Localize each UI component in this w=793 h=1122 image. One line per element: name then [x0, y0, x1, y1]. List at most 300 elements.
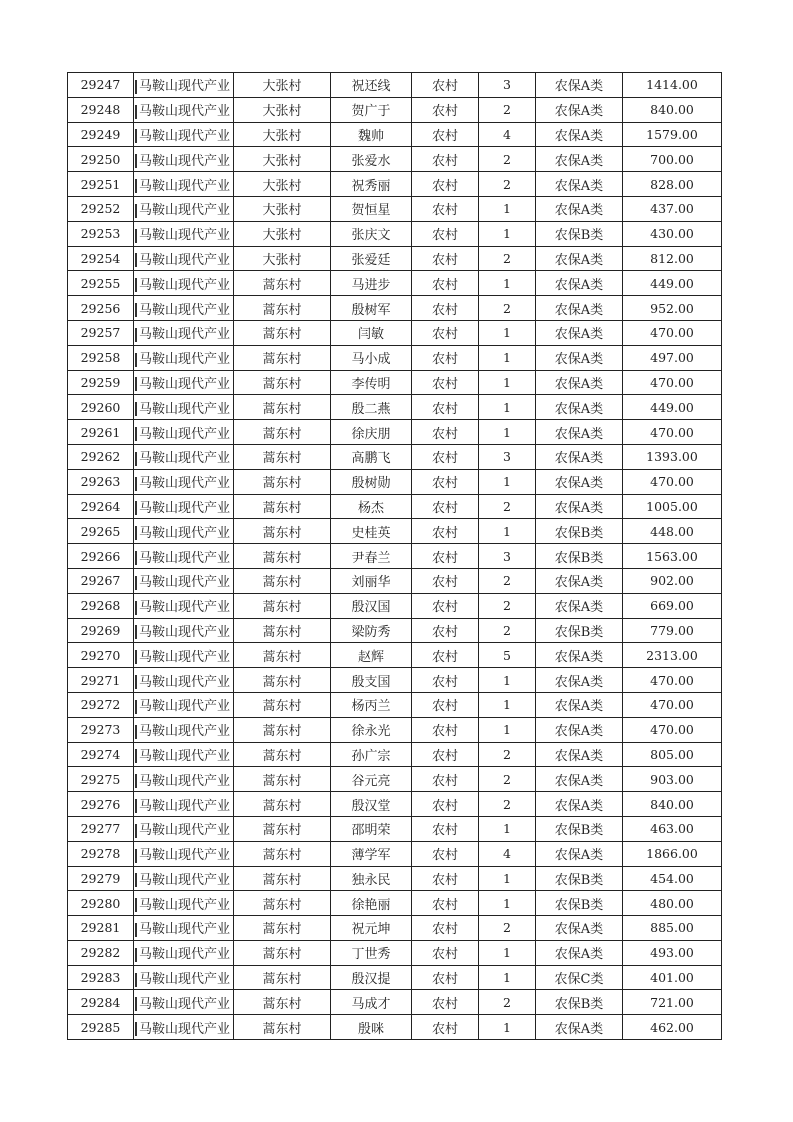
cell-id	[68, 965, 134, 990]
cell-category	[536, 196, 623, 221]
table-row	[68, 544, 722, 569]
cell-name	[331, 544, 412, 569]
clipped-text-mark	[135, 179, 137, 193]
count-text: 2	[503, 598, 511, 614]
amount-text: 401.00	[650, 970, 694, 986]
unit-text: 马鞍山现代产业	[139, 748, 231, 764]
clipped-text-mark	[135, 105, 137, 119]
cell-unit	[134, 172, 234, 197]
id-text: 29247	[80, 77, 121, 93]
cell-count	[479, 395, 536, 420]
clipped-text-mark	[135, 774, 137, 788]
cell-id	[68, 370, 134, 395]
category-text: 农保A类	[554, 724, 604, 740]
cell-amount	[623, 469, 722, 494]
household-type-text: 农村	[431, 426, 458, 442]
cell-household-type	[412, 1015, 479, 1040]
cell-id	[68, 717, 134, 742]
table-row	[68, 668, 722, 693]
household-type-text: 农村	[431, 922, 458, 938]
cell-unit	[134, 122, 234, 147]
category-text: 农保B类	[554, 624, 604, 640]
clipped-text-mark	[135, 253, 137, 267]
village-text: 大张村	[262, 153, 302, 169]
cell-household-type	[412, 916, 479, 941]
cell-category	[536, 296, 623, 321]
cell-village	[234, 1015, 331, 1040]
unit-text: 马鞍山现代产业	[139, 848, 231, 864]
table-row	[68, 1015, 722, 1040]
cell-count	[479, 816, 536, 841]
household-type-text: 农村	[431, 699, 458, 715]
cell-count	[479, 717, 536, 742]
unit-text: 马鞍山现代产业	[139, 798, 231, 814]
cell-name	[331, 271, 412, 296]
table-row	[68, 395, 722, 420]
count-text: 1	[503, 1019, 511, 1035]
cell-id	[68, 544, 134, 569]
cell-village	[234, 370, 331, 395]
village-text: 蒿东村	[262, 773, 302, 789]
unit-text: 马鞍山现代产业	[139, 178, 231, 194]
unit-text: 马鞍山现代产业	[139, 872, 231, 888]
count-text: 3	[503, 548, 511, 564]
unit-text: 马鞍山现代产业	[139, 500, 231, 516]
category-text: 农保C类	[554, 972, 604, 988]
clipped-text-mark	[135, 576, 137, 590]
category-text: 农保B类	[554, 872, 604, 888]
amount-text: 902.00	[650, 573, 694, 589]
cell-category	[536, 420, 623, 445]
cell-id	[68, 916, 134, 941]
cell-amount	[623, 97, 722, 122]
cell-amount	[623, 593, 722, 618]
cell-amount	[623, 172, 722, 197]
category-text: 农保A类	[554, 699, 604, 715]
amount-text: 463.00	[650, 821, 694, 837]
count-text: 1	[503, 722, 511, 738]
cell-village	[234, 147, 331, 172]
cell-household-type	[412, 444, 479, 469]
village-text: 蒿东村	[262, 500, 302, 516]
table-row	[68, 494, 722, 519]
cell-id	[68, 568, 134, 593]
cell-count	[479, 73, 536, 98]
unit-text: 马鞍山现代产业	[139, 823, 231, 839]
cell-unit	[134, 221, 234, 246]
category-text: 农保B类	[554, 823, 604, 839]
amount-text: 885.00	[650, 920, 694, 936]
cell-category	[536, 221, 623, 246]
cell-unit	[134, 792, 234, 817]
cell-unit	[134, 296, 234, 321]
household-type-text: 农村	[431, 500, 458, 516]
count-text: 2	[503, 176, 511, 192]
cell-category	[536, 618, 623, 643]
cell-household-type	[412, 866, 479, 891]
cell-amount	[623, 544, 722, 569]
table-row	[68, 891, 722, 916]
clipped-text-mark	[135, 353, 137, 367]
household-type-text: 农村	[431, 575, 458, 591]
id-text: 29251	[80, 176, 121, 192]
document-page	[67, 72, 722, 1040]
table-row	[68, 618, 722, 643]
cell-name	[331, 593, 412, 618]
amount-text: 840.00	[650, 102, 694, 118]
cell-category	[536, 345, 623, 370]
household-type-text: 农村	[431, 947, 458, 963]
cell-village	[234, 196, 331, 221]
cell-category	[536, 816, 623, 841]
table-row	[68, 816, 722, 841]
cell-amount	[623, 519, 722, 544]
category-text: 农保A类	[554, 203, 604, 219]
cell-count	[479, 940, 536, 965]
village-text: 蒿东村	[262, 872, 302, 888]
clipped-text-mark	[135, 873, 137, 887]
cell-category	[536, 519, 623, 544]
count-text: 1	[503, 374, 511, 390]
cell-unit	[134, 494, 234, 519]
id-text: 29270	[80, 647, 121, 663]
unit-text: 马鞍山现代产业	[139, 104, 231, 120]
cell-household-type	[412, 568, 479, 593]
amount-text: 779.00	[650, 622, 694, 638]
cell-amount	[623, 643, 722, 668]
household-type-text: 农村	[431, 550, 458, 566]
household-type-text: 农村	[431, 178, 458, 194]
village-text: 蒿东村	[262, 426, 302, 442]
category-text: 农保A类	[554, 178, 604, 194]
count-text: 5	[503, 647, 511, 663]
village-text: 蒿东村	[262, 897, 302, 913]
amount-text: 470.00	[650, 374, 694, 390]
count-text: 1	[503, 895, 511, 911]
amount-text: 1414.00	[646, 77, 698, 93]
cell-id	[68, 73, 134, 98]
id-text: 29263	[80, 474, 121, 490]
unit-text: 马鞍山现代产业	[139, 1021, 231, 1037]
cell-amount	[623, 420, 722, 445]
name-text: 闫敏	[357, 327, 384, 343]
id-text: 29283	[80, 970, 121, 986]
table-row	[68, 246, 722, 271]
cell-id	[68, 122, 134, 147]
amount-text: 497.00	[650, 350, 694, 366]
unit-text: 马鞍山现代产业	[139, 724, 231, 740]
household-type-text: 农村	[431, 674, 458, 690]
cell-amount	[623, 792, 722, 817]
name-text: 魏帅	[357, 128, 384, 144]
village-text: 蒿东村	[262, 972, 302, 988]
household-type-text: 农村	[431, 872, 458, 888]
table-row	[68, 97, 722, 122]
cell-id	[68, 792, 134, 817]
id-text: 29278	[80, 846, 121, 862]
cell-household-type	[412, 940, 479, 965]
cell-household-type	[412, 345, 479, 370]
cell-amount	[623, 370, 722, 395]
village-text: 蒿东村	[262, 699, 302, 715]
cell-unit	[134, 345, 234, 370]
category-text: 农保A类	[554, 476, 604, 492]
name-text: 孙广宗	[351, 748, 391, 764]
id-text: 29262	[80, 449, 121, 465]
cell-unit	[134, 891, 234, 916]
table-row	[68, 320, 722, 345]
cell-amount	[623, 618, 722, 643]
cell-household-type	[412, 420, 479, 445]
table-row	[68, 73, 722, 98]
id-text: 29259	[80, 374, 121, 390]
cell-unit	[134, 73, 234, 98]
village-text: 蒿东村	[262, 575, 302, 591]
cell-name	[331, 668, 412, 693]
cell-category	[536, 122, 623, 147]
amount-text: 2313.00	[646, 647, 698, 663]
cell-id	[68, 221, 134, 246]
count-text: 4	[503, 126, 511, 142]
clipped-text-mark	[135, 725, 137, 739]
id-text: 29261	[80, 424, 121, 440]
cell-household-type	[412, 147, 479, 172]
clipped-text-mark	[135, 799, 137, 813]
amount-text: 1563.00	[646, 548, 698, 564]
amount-text: 470.00	[650, 325, 694, 341]
cell-name	[331, 568, 412, 593]
cell-name	[331, 519, 412, 544]
cell-category	[536, 692, 623, 717]
cell-count	[479, 370, 536, 395]
cell-amount	[623, 147, 722, 172]
cell-count	[479, 519, 536, 544]
cell-amount	[623, 965, 722, 990]
village-text: 大张村	[262, 128, 302, 144]
cell-household-type	[412, 271, 479, 296]
unit-text: 马鞍山现代产业	[139, 972, 231, 988]
clipped-text-mark	[135, 1022, 137, 1036]
id-text: 29253	[80, 226, 121, 242]
household-type-text: 农村	[431, 897, 458, 913]
amount-text: 430.00	[650, 226, 694, 242]
cell-id	[68, 816, 134, 841]
name-text: 殷汉国	[351, 600, 391, 616]
cell-amount	[623, 717, 722, 742]
id-text: 29249	[80, 126, 121, 142]
cell-name	[331, 444, 412, 469]
cell-village	[234, 965, 331, 990]
cell-category	[536, 73, 623, 98]
unit-text: 马鞍山现代产业	[139, 476, 231, 492]
cell-village	[234, 444, 331, 469]
amount-text: 448.00	[650, 523, 694, 539]
table-row	[68, 717, 722, 742]
category-text: 农保A类	[554, 922, 604, 938]
cell-id	[68, 147, 134, 172]
cell-village	[234, 395, 331, 420]
village-text: 蒿东村	[262, 996, 302, 1012]
name-text: 贺广于	[351, 104, 391, 120]
category-text: 农保A类	[554, 798, 604, 814]
cell-name	[331, 494, 412, 519]
clipped-text-mark	[135, 129, 137, 143]
cell-category	[536, 841, 623, 866]
cell-count	[479, 444, 536, 469]
cell-name	[331, 643, 412, 668]
village-text: 大张村	[262, 104, 302, 120]
village-text: 蒿东村	[262, 649, 302, 665]
cell-household-type	[412, 395, 479, 420]
cell-amount	[623, 221, 722, 246]
id-text: 29255	[80, 275, 121, 291]
category-text: 农保A类	[554, 252, 604, 268]
cell-name	[331, 866, 412, 891]
cell-category	[536, 370, 623, 395]
cell-name	[331, 692, 412, 717]
cell-amount	[623, 345, 722, 370]
amount-text: 840.00	[650, 796, 694, 812]
cell-amount	[623, 494, 722, 519]
name-text: 马进步	[351, 277, 391, 293]
cell-unit	[134, 469, 234, 494]
household-type-text: 农村	[431, 79, 458, 95]
household-type-text: 农村	[431, 352, 458, 368]
name-text: 祝元坤	[351, 922, 391, 938]
village-text: 蒿东村	[262, 327, 302, 343]
cell-unit	[134, 618, 234, 643]
name-text: 殷汉提	[351, 972, 391, 988]
count-text: 1	[503, 350, 511, 366]
cell-name	[331, 816, 412, 841]
cell-id	[68, 395, 134, 420]
unit-text: 马鞍山现代产业	[139, 996, 231, 1012]
category-text: 农保A类	[554, 1021, 604, 1037]
id-text: 29250	[80, 151, 121, 167]
cell-count	[479, 965, 536, 990]
cell-household-type	[412, 221, 479, 246]
amount-text: 470.00	[650, 672, 694, 688]
category-text: 农保A类	[554, 451, 604, 467]
category-text: 农保A类	[554, 575, 604, 591]
cell-amount	[623, 568, 722, 593]
count-text: 1	[503, 821, 511, 837]
category-text: 农保B类	[554, 996, 604, 1012]
cell-amount	[623, 73, 722, 98]
amount-text: 952.00	[650, 300, 694, 316]
count-text: 2	[503, 250, 511, 266]
count-text: 2	[503, 994, 511, 1010]
cell-id	[68, 494, 134, 519]
cell-village	[234, 916, 331, 941]
cell-category	[536, 1015, 623, 1040]
table-row	[68, 271, 722, 296]
household-type-text: 农村	[431, 649, 458, 665]
village-text: 大张村	[262, 252, 302, 268]
household-type-text: 农村	[431, 451, 458, 467]
count-text: 1	[503, 523, 511, 539]
cell-count	[479, 196, 536, 221]
cell-village	[234, 420, 331, 445]
cell-household-type	[412, 196, 479, 221]
household-type-text: 农村	[431, 153, 458, 169]
cell-id	[68, 196, 134, 221]
unit-text: 马鞍山现代产业	[139, 699, 231, 715]
clipped-text-mark	[135, 402, 137, 416]
count-text: 2	[503, 102, 511, 118]
clipped-text-mark	[135, 229, 137, 243]
cell-unit	[134, 965, 234, 990]
village-text: 蒿东村	[262, 724, 302, 740]
cell-household-type	[412, 320, 479, 345]
household-type-text: 农村	[431, 823, 458, 839]
clipped-text-mark	[135, 675, 137, 689]
category-text: 农保A类	[554, 426, 604, 442]
cell-category	[536, 172, 623, 197]
id-text: 29268	[80, 598, 121, 614]
cell-count	[479, 147, 536, 172]
cell-id	[68, 320, 134, 345]
cell-household-type	[412, 370, 479, 395]
cell-count	[479, 792, 536, 817]
cell-village	[234, 345, 331, 370]
cell-id	[68, 97, 134, 122]
unit-text: 马鞍山现代产业	[139, 773, 231, 789]
amount-text: 437.00	[650, 201, 694, 217]
village-text: 蒿东村	[262, 624, 302, 640]
unit-text: 马鞍山现代产业	[139, 401, 231, 417]
cell-name	[331, 742, 412, 767]
table-row	[68, 420, 722, 445]
cell-category	[536, 271, 623, 296]
cell-id	[68, 519, 134, 544]
id-text: 29254	[80, 250, 121, 266]
id-text: 29281	[80, 920, 121, 936]
unit-text: 马鞍山现代产业	[139, 228, 231, 244]
table-row	[68, 172, 722, 197]
unit-text: 马鞍山现代产业	[139, 153, 231, 169]
category-text: 农保A类	[554, 128, 604, 144]
cell-category	[536, 395, 623, 420]
name-text: 殷支国	[351, 674, 391, 690]
cell-count	[479, 296, 536, 321]
cell-name	[331, 767, 412, 792]
cell-count	[479, 668, 536, 693]
cell-village	[234, 742, 331, 767]
cell-name	[331, 841, 412, 866]
unit-text: 马鞍山现代产业	[139, 277, 231, 293]
village-text: 蒿东村	[262, 674, 302, 690]
cell-category	[536, 668, 623, 693]
household-type-text: 农村	[431, 476, 458, 492]
cell-count	[479, 866, 536, 891]
category-text: 农保A类	[554, 401, 604, 417]
village-text: 大张村	[262, 79, 302, 95]
cell-name	[331, 172, 412, 197]
name-text: 杨丙兰	[351, 699, 391, 715]
count-text: 2	[503, 796, 511, 812]
cell-unit	[134, 519, 234, 544]
name-text: 丁世秀	[351, 947, 391, 963]
cell-category	[536, 494, 623, 519]
id-text: 29260	[80, 399, 121, 415]
table-row	[68, 767, 722, 792]
category-text: 农保A类	[554, 79, 604, 95]
name-text: 史桂英	[351, 525, 391, 541]
cell-count	[479, 767, 536, 792]
village-text: 蒿东村	[262, 848, 302, 864]
cell-count	[479, 172, 536, 197]
